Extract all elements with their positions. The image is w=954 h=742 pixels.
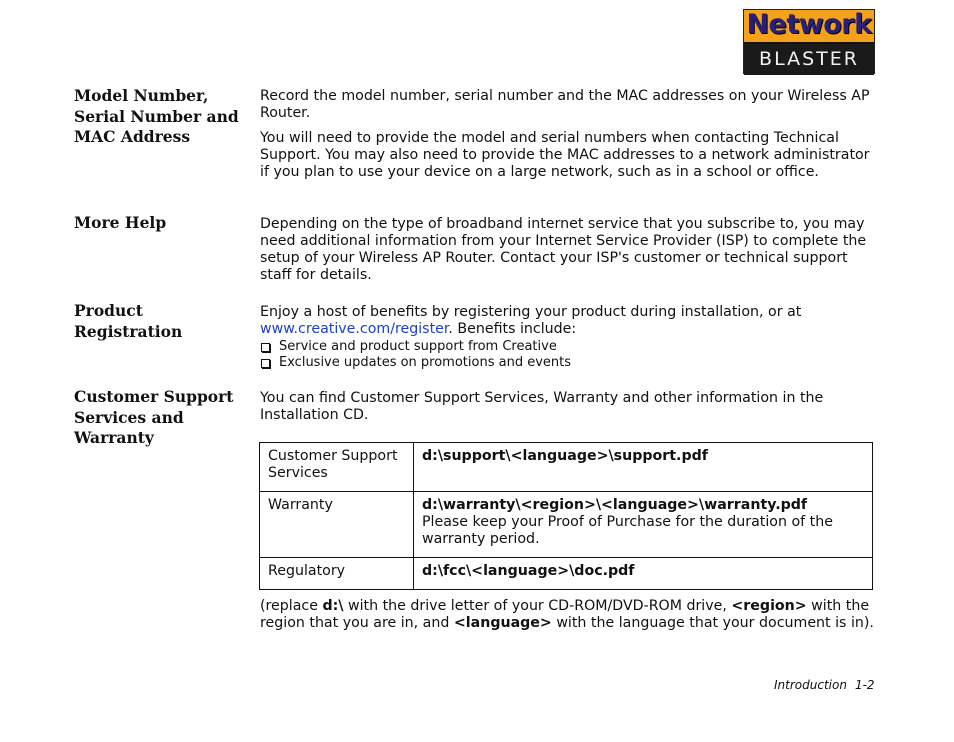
note-text: with the region that you are in, and [260,598,870,631]
footer-chapter: Introduction [774,678,847,692]
more-help-para: Depending on the type of broadband internet service that you subscribe to, you may need additional information from your Internet Service Provider (ISP) to complete the setup of your Wireless AP Router. Contact your ISP's customer or technical support staff for details. [260,216,867,283]
checkbox-bullet-icon [261,359,270,368]
row-note: Please keep your Proof of Purchase for the duration of the warranty period. [422,514,833,547]
benefits-list [260,339,875,371]
support-documents-table [259,442,873,590]
model-number-para-1: Record the model number, serial number and the MAC addresses on your Wireless AP Router. [260,88,870,121]
customer-support-para: You can find Customer Support Services, Warranty and other information in the Installation CD. [260,390,824,423]
row-value [414,558,873,590]
row-label: Warranty [260,492,414,558]
row-label: Customer Support Services [260,443,414,492]
benefit-text: Service and product support from Creative [279,339,557,354]
logo-top-text: Network [744,10,874,44]
note-text: with the language that your document is in). [551,615,874,631]
file-path: d:\fcc\<language>\doc.pdf [422,563,635,579]
replace-note-para [260,598,875,632]
table-row [260,443,873,492]
heading-model-number: Model Number, Serial Number and MAC Address [74,86,239,146]
note-bold-language: <language> [453,615,552,631]
table-row [260,492,873,558]
network-blaster-logo [743,9,875,74]
registration-para [260,304,875,338]
table-row [260,558,873,590]
file-path: d:\warranty\<region>\<language>\warranty.pdf [422,497,808,513]
registration-text-after: . Benefits include: [448,321,577,337]
heading-customer-support: Customer Support Services and Warranty [74,387,234,447]
more-help-body [260,216,875,284]
note-bold-region: <region> [731,598,807,614]
heading-product-registration: Product Registration [74,301,183,341]
row-label: Regulatory [260,558,414,590]
footer-page-number: 1-2 [854,678,875,692]
note-text: (replace [260,598,323,614]
row-value [414,492,873,558]
model-number-body [260,88,875,181]
note-text: with the drive letter of your CD-ROM/DVD-ROM drive, [343,598,732,614]
heading-more-help: More Help [74,213,167,232]
logo-bottom-text: BLASTER [744,44,874,75]
file-path: d:\support\<language>\support.pdf [422,448,708,464]
list-item [260,355,875,371]
replace-note [260,598,875,632]
note-bold-drive: d:\ [322,598,344,614]
list-item [260,339,875,355]
customer-support-body [260,390,875,424]
checkbox-bullet-icon [261,343,270,352]
registration-body [260,304,875,338]
row-value [414,443,873,492]
page-footer [774,678,875,692]
benefit-text: Exclusive updates on promotions and events [279,355,571,370]
model-number-para-2: You will need to provide the model and serial numbers when contacting Technical Support. You may also need to provide the MAC addresses to a network administrator if you plan to use your device on a large network, such as in a school or office. [260,130,870,180]
registration-text-before: Enjoy a host of benefits by registering your product during installation, or at [260,304,802,320]
register-link[interactable]: www.creative.com/register [260,321,449,337]
